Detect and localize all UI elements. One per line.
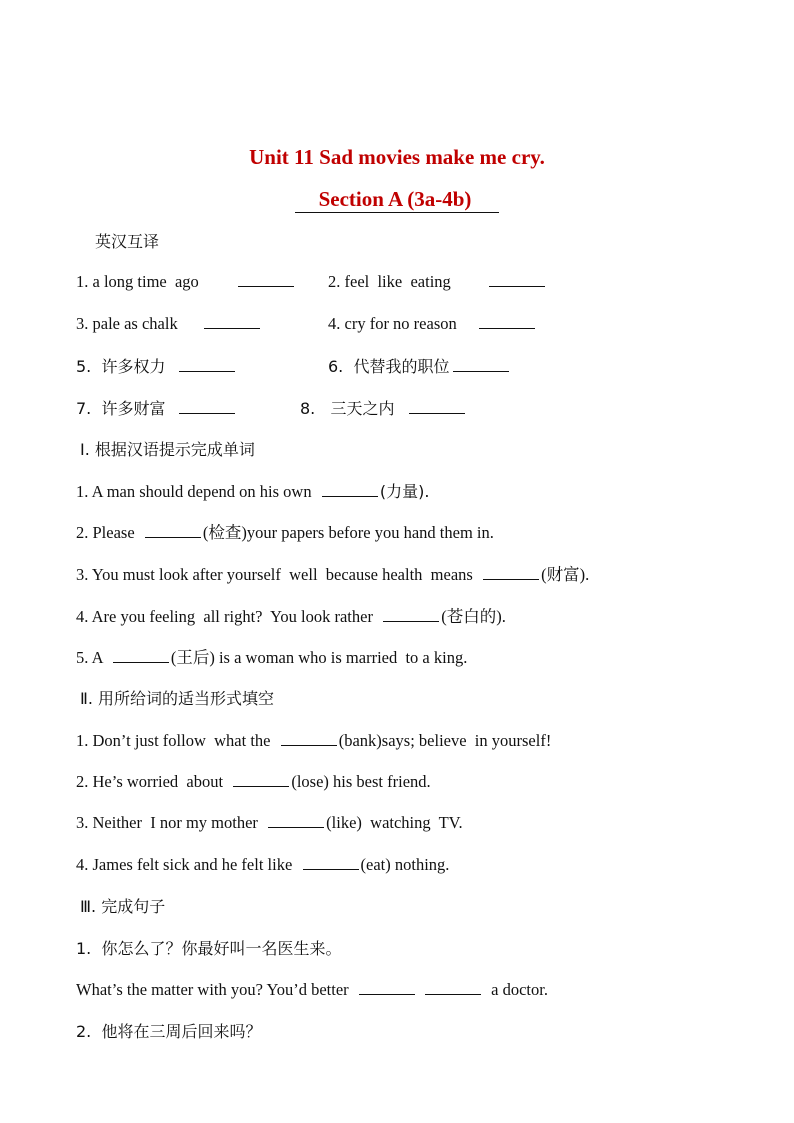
part2-heading: Ⅱ. 用所给词的适当形式填空 — [80, 689, 275, 708]
answer-blank[interactable] — [268, 813, 324, 828]
answer-blank[interactable] — [383, 607, 439, 622]
answer-blank[interactable] — [359, 980, 415, 995]
trans-item-3 — [76, 312, 262, 336]
item-hint: (检查)your papers before you hand them in. — [202, 523, 494, 542]
answer-blank[interactable] — [483, 565, 539, 580]
trans-item-text: 3. pale as chalk — [76, 314, 178, 333]
part1-item-3 — [76, 563, 589, 587]
item-hint: (like) watching TV. — [326, 813, 463, 832]
part1-heading: Ⅰ. 根据汉语提示完成单词 — [80, 440, 255, 459]
part1-item-1 — [76, 480, 429, 504]
part3-q1-cn: 1. 你怎么了？你最好叫一名医生来。 — [76, 939, 342, 958]
trans-item-text: 1. a long time ago — [76, 272, 199, 291]
part1-item-2 — [76, 521, 494, 545]
answer-blank[interactable] — [425, 980, 481, 995]
item-text-end: a doctor. — [482, 980, 548, 999]
answer-blank[interactable] — [453, 357, 509, 372]
item-text: 1. Don’t just follow what the — [76, 731, 279, 750]
answer-blank[interactable] — [179, 399, 235, 414]
item-text: What’s the matter with you? You’d better — [76, 980, 357, 999]
trans-item-1 — [76, 270, 296, 294]
part3-heading: Ⅲ. 完成句子 — [80, 897, 166, 916]
unit-title: Unit 11 Sad movies make me cry. — [249, 145, 545, 169]
item-hint: (财富). — [541, 565, 590, 584]
item-text: 3. You must look after yourself well because health means — [76, 565, 482, 584]
section-title-text: Section A (3a-4b) — [295, 187, 500, 213]
item-text: 1. A man should depend on his own — [76, 482, 320, 501]
answer-blank[interactable] — [479, 314, 535, 329]
item-hint: (bank)says; believe in yourself! — [338, 731, 552, 750]
item-hint: (eat) nothing. — [360, 855, 450, 874]
item-text: 2. He’s worried about — [76, 772, 232, 791]
answer-blank[interactable] — [238, 272, 294, 287]
item-text: 4. Are you feeling all right? You look rather — [76, 607, 382, 626]
part2-item-3 — [76, 811, 463, 835]
trans-item-text: 6. 代替我的职位 — [328, 357, 450, 376]
answer-blank[interactable] — [489, 272, 545, 287]
item-hint: (力量). — [379, 482, 430, 501]
trans-item-6 — [328, 355, 511, 379]
answer-blank[interactable] — [113, 648, 169, 663]
part2-item-1 — [76, 729, 551, 753]
item-text: 5. A — [76, 648, 111, 667]
item-hint: (王后) is a woman who is married to a king. — [170, 648, 468, 667]
section-title — [0, 187, 794, 212]
item-hint: (苍白的). — [441, 607, 506, 626]
item-hint: (lose) his best friend. — [291, 772, 431, 791]
part0-heading: 英汉互译 — [95, 232, 160, 251]
trans-item-text: 2. feel like eating — [328, 272, 451, 291]
part1-item-4 — [76, 605, 506, 629]
trans-item-text: 4. cry for no reason — [328, 314, 457, 333]
answer-blank[interactable] — [409, 399, 465, 414]
answer-blank[interactable] — [204, 314, 260, 329]
part2-item-2 — [76, 770, 431, 794]
answer-blank[interactable] — [179, 357, 235, 372]
trans-item-7 — [76, 397, 237, 421]
part3-q2-cn: 2. 他将在三周后回来吗？ — [76, 1022, 262, 1041]
answer-blank[interactable] — [303, 855, 359, 870]
trans-item-5 — [76, 355, 237, 379]
answer-blank[interactable] — [281, 731, 337, 746]
item-text: 4. James felt sick and he felt like — [76, 855, 301, 874]
trans-item-2 — [328, 270, 547, 294]
part3-q1-en — [76, 978, 548, 1002]
answer-blank[interactable] — [145, 523, 201, 538]
part1-item-5 — [76, 646, 467, 670]
part2-item-4 — [76, 853, 449, 877]
trans-item-text: 8. 三天之内 — [300, 399, 395, 418]
trans-item-text: 5. 许多权力 — [76, 357, 166, 376]
trans-item-text: 7. 许多财富 — [76, 399, 166, 418]
item-text: 3. Neither I nor my mother — [76, 813, 267, 832]
trans-item-4 — [328, 312, 537, 336]
item-text: 2. Please — [76, 523, 143, 542]
trans-item-8 — [300, 397, 467, 421]
answer-blank[interactable] — [322, 482, 378, 497]
answer-blank[interactable] — [233, 772, 289, 787]
